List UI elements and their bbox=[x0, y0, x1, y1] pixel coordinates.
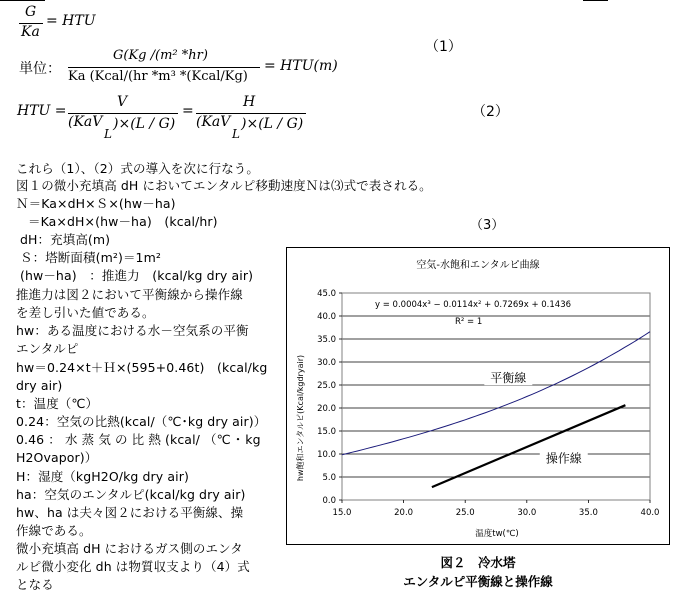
y-tick-label: 30.0 bbox=[317, 358, 336, 368]
units-label: 単位： bbox=[19, 61, 61, 77]
chart-title: 空気-水飽和エンタルピ曲線 bbox=[416, 260, 540, 271]
annotation-operating-label: 操作線 bbox=[545, 451, 582, 466]
eq2-den2-tail: )×(L / G) bbox=[241, 116, 304, 132]
r2-label: R² = 1 bbox=[455, 317, 483, 327]
y-tick-label: 40.0 bbox=[317, 312, 336, 322]
eq2-num2: H bbox=[243, 94, 256, 110]
eq1-number: （1） bbox=[425, 39, 462, 55]
units-fraction-bar bbox=[68, 67, 260, 68]
text-line-8: 推進力は図２において平衡線から操作線 bbox=[16, 287, 243, 302]
y-tick-label: 5.0 bbox=[322, 473, 336, 483]
text-line-2: 図１の微小充填高 dH においてエンタルピ移動速度Ｎは⑶式で表される。 bbox=[16, 178, 432, 193]
eq2-den1-sub: L bbox=[104, 127, 112, 141]
x-tick-label: 25.0 bbox=[455, 508, 475, 518]
text-line-17: H2Ovapor)） bbox=[16, 450, 98, 465]
eq2-num1: V bbox=[117, 94, 128, 110]
text-line-16: 0.46 ： 水 蒸 気 の 比 熱 (kcal/ （℃ ･ kg bbox=[16, 432, 261, 447]
eq1-numerator: G bbox=[25, 4, 37, 20]
text-line-6: Ｓ：塔断面積(m²)＝1m² bbox=[20, 250, 161, 265]
y-tick-label: 35.0 bbox=[317, 335, 336, 345]
eq2-den2-sub: L bbox=[232, 127, 240, 141]
y-tick-label: 10.0 bbox=[317, 450, 336, 460]
top-rule-right bbox=[583, 0, 608, 1]
series-equilibrium-line bbox=[342, 332, 650, 455]
grid-layer bbox=[342, 316, 650, 477]
text-line-4: ＝Ka×dH×(hw－ha) (kcal/hr) bbox=[28, 214, 218, 229]
text-line-24: となる bbox=[16, 577, 54, 592]
series-layer bbox=[342, 332, 650, 487]
eq2-den2-main: (KaV bbox=[196, 114, 231, 130]
text-line-3: Ｎ＝Ka×dH×Ｓ×(hw－ha) bbox=[16, 196, 176, 211]
text-line-15: 0.24：空気の比熱(kcal/（℃･kg dry air)） bbox=[16, 414, 267, 429]
series-operating-line bbox=[432, 405, 626, 487]
text-line-18: H：湿度（kgH2O/kg dry air) bbox=[16, 469, 189, 484]
x-tick-label: 35.0 bbox=[578, 508, 598, 518]
y-tick-label: 20.0 bbox=[317, 404, 336, 414]
text-line-7: (hw－ha) ：推進力 (kcal/kg dry air) bbox=[20, 268, 254, 283]
enthalpy-chart bbox=[286, 247, 670, 545]
y-tick-label: 45.0 bbox=[317, 289, 336, 299]
x-tick-label: 40.0 bbox=[640, 508, 660, 518]
eq1-denominator: Ka bbox=[21, 24, 40, 40]
plot-area-border bbox=[342, 293, 650, 500]
text-line-10: hw：ある温度における水－空気系の平衡 bbox=[16, 323, 249, 338]
x-tick-label: 30.0 bbox=[517, 508, 537, 518]
axis-layer bbox=[317, 289, 659, 518]
eq2-den1-main: (KaV bbox=[68, 114, 103, 130]
text-line-5: dH：充填高(m) bbox=[20, 232, 111, 247]
y-tick-label: 0.0 bbox=[322, 496, 336, 506]
eq2-den1-tail: )×(L / G) bbox=[113, 116, 176, 132]
eq2-equals: = bbox=[182, 103, 194, 119]
eq1-rhs: = HTU bbox=[46, 13, 96, 29]
x-tick-label: 15.0 bbox=[332, 508, 352, 518]
label-layer bbox=[484, 369, 587, 466]
y-axis-label: hw飽和エンタルピ(Kcal/kgdryair) bbox=[296, 354, 305, 482]
text-line-20: hw、ha は夫々図２における平衡線、操 bbox=[16, 505, 244, 520]
text-line-23: ルピ微小変化 dh は物質収支より（4）式 bbox=[16, 559, 250, 574]
x-tick-label: 20.0 bbox=[394, 508, 414, 518]
text-line-12: hw＝0.24×t＋Ｈ×(595+0.46t) (kcal/kg bbox=[16, 360, 268, 375]
y-tick-label: 25.0 bbox=[317, 381, 336, 391]
text-line-19: ha：空気のエンタルピ(kcal/kg dry air) bbox=[16, 487, 246, 502]
chart-svg bbox=[287, 248, 669, 544]
top-rule-left bbox=[0, 0, 45, 1]
figure-caption-line-1: 図２ 冷水塔 bbox=[440, 555, 516, 570]
annotation-equilibrium-label: 平衡線 bbox=[490, 371, 527, 386]
eq2-number: （2） bbox=[472, 104, 509, 120]
text-line-13: dry air) bbox=[16, 378, 63, 393]
y-tick-label: 15.0 bbox=[317, 427, 336, 437]
text-line-9: を差し引いた値である。 bbox=[16, 305, 155, 320]
eq3-number: （3） bbox=[470, 218, 505, 233]
equation-label: y = 0.0004x³ − 0.0114x² + 0.7269x + 0.1436 bbox=[375, 300, 572, 310]
text-line-11: エンタルピ bbox=[16, 341, 79, 356]
text-line-14: t：温度（℃） bbox=[16, 396, 99, 411]
text-line-1: これら（1）、（2）式の導入を次に行なう。 bbox=[16, 161, 260, 176]
units-denominator: Ka (Kcal/(hr *m³ *(Kcal/Kg) bbox=[68, 69, 248, 84]
text-line-22: 微小充填高 dH におけるガス側のエンタ bbox=[16, 541, 243, 556]
units-rhs: = HTU(m) bbox=[264, 58, 338, 74]
eq2-lhs: HTU = bbox=[17, 103, 67, 119]
figure-caption-line-2: エンタルピ平衡線と操作線 bbox=[403, 574, 553, 589]
text-line-21: 作線である。 bbox=[16, 523, 92, 538]
units-numerator: G(Kg /(m² *hr) bbox=[113, 48, 208, 63]
x-axis-label: 温度tw(℃) bbox=[475, 529, 519, 539]
